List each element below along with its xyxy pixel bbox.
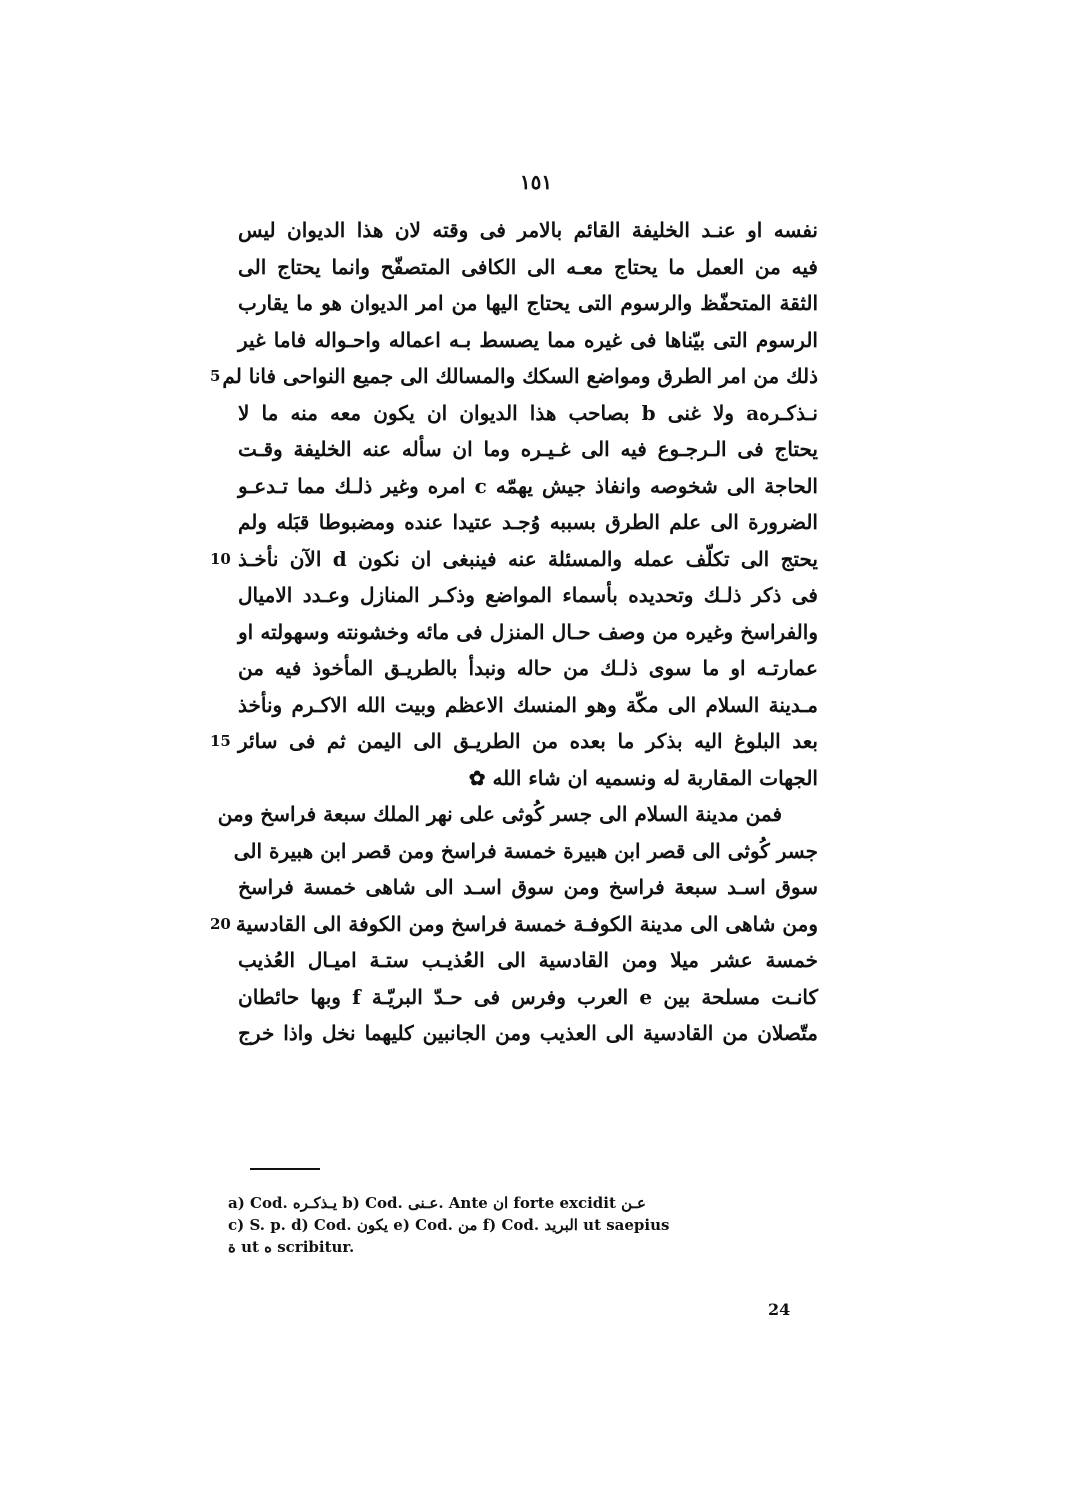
main-text-block [210, 212, 818, 1052]
footnote-line-3: ة ut ه scribitur. [228, 1238, 355, 1256]
text-line-22: كانـت مسلحة بين e العرب وفرس فى حـدّ البريّـة f وبها حائطان [238, 984, 818, 1009]
text-line-11: فى ذكر ذلـك وتحديده بأسماء المواضع وذكـر المنازل وعـدد الاميال [238, 583, 818, 607]
text-line-18: جسر كُوثى الى قصر ابن هبيرة خمسة فراسخ ومن قصر ابن هبيرة الى [233, 838, 818, 863]
text-line-1: نفسه او عنـد الخليفة القائم بالامر فى وقته لان هذا الديوان ليس [238, 218, 818, 242]
footnote-line-2: c) S. p. d) Cod. يكون e) Cod. من f) Cod. البريد ut saepius [228, 1216, 670, 1234]
text-line-5: ذلك من امر الطرق ومواضع السكك والمسالك الى جميع النواحى فانا لم 5 [238, 358, 818, 395]
text-line-13: عمارتـه او ما سوى ذلـك من حاله ونبدأ بالطريـق المأخوذ فيه من [238, 656, 818, 680]
page-number: ١٥١ [519, 170, 553, 194]
text-line-14: مـدينة السلام الى مكّة وهو المنسك الاعظم وبيت الله الاكـرم ونأخذ [238, 692, 818, 717]
text-line-10: يحتج الى تكلّف عمله والمسئلة عنه فينبغى ان نكون d الآن نأخـذ 10 [238, 541, 818, 578]
text-line-8: الحاجة الى شخوصه وانفاذ جيش يهمّه c امره وغير ذلـك مما تـدعـو [238, 473, 818, 498]
text-line-7: يحتاج فى الـرجـوع فيه الى غـيـره وما ان سأله عنه الخليفة وقـت [238, 437, 818, 461]
text-line-17: فمن مدينة السلام الى جسر كُوثى على نهر الملك سبعة فراسخ ومن [217, 802, 782, 826]
text-line-3: الثقة المتحفّظ والرسوم التى يحتاج اليها من امر الديوان هو ما يقارب [238, 291, 818, 315]
footnote-line-1: a) Cod. يـذكـره b) Cod. عـنى. Ante ان forte excidit عـن [228, 1194, 646, 1212]
text-line-6: نـذكـرهa ولا غنى b بصاحب هذا الديوان ان يكون معه منه ما لا [238, 400, 818, 425]
line-number: 5 [210, 367, 221, 385]
line-number: 15 [210, 732, 231, 750]
text-line-21: خمسة عشر ميلا ومن القادسية الى العُذيـب ستـة اميـال العُذيب [238, 948, 818, 972]
footnotes [228, 1192, 828, 1258]
text-line-4: الرسوم التى بيّناها فى غيره مما يصسط بـه اعماله واحـواله فاما غير [238, 327, 818, 352]
text-line-2: فيه من العمل ما يحتاج معـه الى الكافى المتصفّح وانما يحتاج الى [238, 254, 818, 279]
footnote-divider [250, 1168, 320, 1170]
text-line-9: الضرورة الى علم الطرق بسببه وُجـد عتيدا عنده ومضبوطا قبَله ولم [238, 510, 818, 534]
text-line-12: والفراسخ وغيره من وصف حـال المنزل فى مائه وخشونته وسهولته او [238, 619, 818, 644]
text-line-19: سوق اسـد سبعة فراسخ ومن سوق اسـد الى شاهى خمسة فراسخ [238, 875, 818, 899]
text-line-20: ومن شاهى الى مدينة الكوفـة خمسة فراسخ ومن الكوفة الى القادسية 20 [238, 906, 818, 943]
line-number: 10 [210, 549, 231, 568]
text-line-23: متّصلان من القادسية الى العذيب ومن الجانبين كليهما نخل واذا خرج [238, 1021, 818, 1045]
text-line-15: بعد البلوغ اليه بذكر ما بعده من الطريـق الى اليمن ثم فى سائر 15 [238, 723, 818, 760]
line-number: 20 [210, 914, 231, 933]
signature-mark: 24 [768, 1300, 791, 1319]
text-line-16: الجهات المقاربة له ونسميه ان شاء الله ✿ [468, 765, 818, 790]
